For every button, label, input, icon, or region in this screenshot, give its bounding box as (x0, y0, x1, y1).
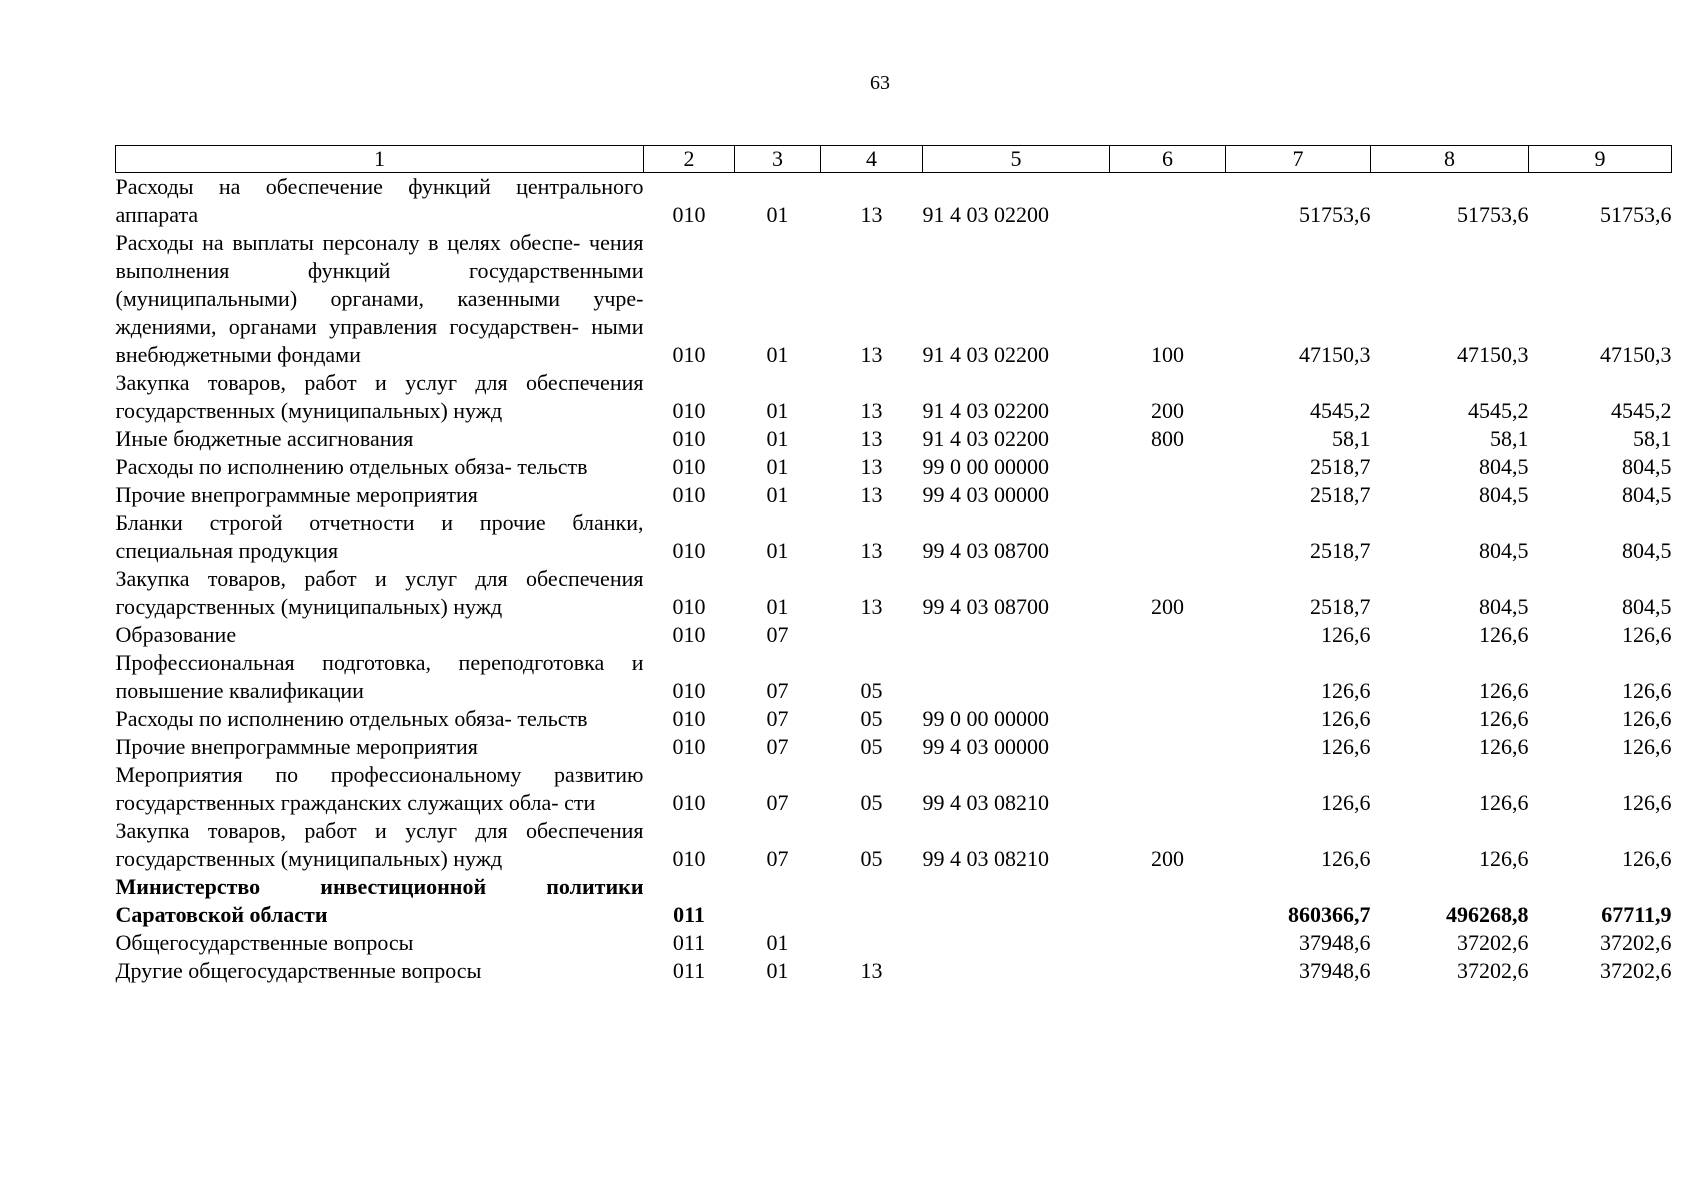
amount-col-8: 47150,3 (1457, 342, 1529, 367)
subsection-code: 05 (860, 790, 883, 815)
ministry-code: 010 (672, 454, 706, 479)
expense-type-code: 200 (1151, 846, 1184, 871)
amount-col-9: 804,5 (1622, 454, 1672, 479)
target-item-code (923, 957, 1110, 985)
table-row (116, 229, 1672, 369)
ministry-code: 010 (672, 734, 706, 759)
section-code: 01 (766, 426, 789, 451)
subsection-code: 05 (860, 706, 883, 731)
item-name: Расходы на обеспечение функций центрального аппарата (115, 174, 644, 227)
amount-col-9: 67711,9 (1601, 902, 1672, 927)
amount-col-9: 126,6 (1622, 846, 1672, 871)
amount-col-8: 804,5 (1479, 482, 1529, 507)
amount-col-7: 2518,7 (1310, 454, 1371, 479)
amount-col-8: 4545,2 (1468, 398, 1529, 423)
subsection-code: 13 (860, 398, 883, 423)
amount-col-8: 496268,8 (1446, 902, 1529, 927)
ministry-code: 011 (672, 930, 706, 955)
page-number: 63 (870, 72, 890, 94)
expense-type-code (1110, 453, 1226, 481)
amount-col-9: 4545,2 (1611, 398, 1672, 423)
header-cell: 2 (644, 146, 735, 173)
header-cell: 3 (735, 146, 821, 173)
amount-col-7: 860366,7 (1288, 902, 1371, 927)
item-name: Профессиональная подготовка, переподготовка и повышение квалификации (115, 650, 644, 703)
expense-type-code (1110, 173, 1226, 230)
section-code: 01 (766, 930, 789, 955)
amount-col-9: 126,6 (1622, 790, 1672, 815)
header-cell: 1 (116, 146, 644, 173)
amount-col-9: 804,5 (1622, 594, 1672, 619)
section-code: 07 (766, 622, 789, 647)
amount-col-8: 126,6 (1479, 622, 1529, 647)
ministry-code: 010 (672, 622, 706, 647)
amount-col-8: 804,5 (1479, 454, 1529, 479)
ministry-code: 010 (672, 846, 706, 871)
target-item-code: 99 0 00 00000 (922, 706, 1049, 731)
table-row (116, 873, 1672, 929)
subsection-code: 13 (860, 202, 883, 227)
section-code: 07 (766, 678, 789, 703)
amount-col-9: 126,6 (1622, 706, 1672, 731)
expense-type-code (1110, 705, 1226, 733)
item-name: Прочие внепрограммные мероприятия (115, 482, 478, 507)
amount-col-7: 51753,6 (1299, 202, 1371, 227)
amount-col-8: 804,5 (1479, 594, 1529, 619)
target-item-code (923, 929, 1110, 957)
ministry-code: 010 (672, 790, 706, 815)
table-row (116, 509, 1672, 565)
section-code (735, 873, 821, 929)
amount-col-8: 804,5 (1479, 538, 1529, 563)
expense-type-code (1110, 761, 1226, 817)
table-row (116, 369, 1672, 425)
amount-col-8: 126,6 (1479, 790, 1529, 815)
table-row (116, 929, 1672, 957)
section-code: 01 (766, 202, 789, 227)
item-name: Закупка товаров, работ и услуг для обеспечения государственных (муниципальных) нужд (115, 566, 644, 619)
subsection-code: 13 (860, 342, 883, 367)
item-name: Закупка товаров, работ и услуг для обеспечения государственных (муниципальных) нужд (115, 818, 644, 871)
amount-col-9: 47150,3 (1600, 342, 1672, 367)
table-row (116, 453, 1672, 481)
target-item-code: 99 4 03 00000 (922, 734, 1049, 759)
expense-type-code (1110, 481, 1226, 509)
ministry-code: 010 (672, 538, 706, 563)
header-cell: 5 (923, 146, 1110, 173)
ministry-code: 010 (672, 426, 706, 451)
table-row (116, 621, 1672, 649)
item-name: Расходы по исполнению отдельных обяза- тельств (115, 706, 588, 731)
amount-col-7: 58,1 (1332, 426, 1371, 451)
expense-type-code (1110, 621, 1226, 649)
table-row (116, 481, 1672, 509)
subsection-code: 13 (860, 538, 883, 563)
ministry-code: 010 (672, 482, 706, 507)
subsection-code: 13 (860, 426, 883, 451)
ministry-code: 010 (672, 678, 706, 703)
expense-type-code (1110, 733, 1226, 761)
amount-col-8: 126,6 (1479, 846, 1529, 871)
expense-type-code (1110, 649, 1226, 705)
table-row (116, 817, 1672, 873)
target-item-code (923, 621, 1110, 649)
amount-col-8: 51753,6 (1457, 202, 1529, 227)
subsection-code: 13 (860, 454, 883, 479)
target-item-code (923, 873, 1110, 929)
subsection-code (821, 621, 923, 649)
table-row (116, 173, 1672, 230)
expense-type-code: 800 (1151, 426, 1184, 451)
amount-col-7: 2518,7 (1310, 538, 1371, 563)
amount-col-8: 37202,6 (1457, 930, 1529, 955)
amount-col-9: 37202,6 (1600, 958, 1672, 983)
ministry-code: 010 (672, 342, 706, 367)
section-code: 07 (766, 790, 789, 815)
table-row (116, 705, 1672, 733)
target-item-code: 91 4 03 02200 (922, 426, 1049, 451)
ministry-code: 011 (672, 958, 706, 983)
amount-col-9: 126,6 (1622, 734, 1672, 759)
amount-col-8: 126,6 (1479, 706, 1529, 731)
subsection-code (821, 929, 923, 957)
table-row (116, 733, 1672, 761)
amount-col-7: 126,6 (1321, 678, 1371, 703)
subsection-code (821, 873, 923, 929)
ministry-code: 010 (672, 594, 706, 619)
target-item-code: 91 4 03 02200 (922, 398, 1049, 423)
header-cell: 8 (1371, 146, 1529, 173)
amount-col-9: 51753,6 (1600, 202, 1672, 227)
expense-type-code (1110, 957, 1226, 985)
ministry-code: 010 (672, 706, 706, 731)
header-cell: 9 (1529, 146, 1672, 173)
section-code: 01 (766, 482, 789, 507)
amount-col-7: 37948,6 (1299, 958, 1371, 983)
amount-col-8: 126,6 (1479, 678, 1529, 703)
amount-col-9: 804,5 (1622, 482, 1672, 507)
amount-col-9: 126,6 (1622, 678, 1672, 703)
table-row (116, 565, 1672, 621)
amount-col-7: 2518,7 (1310, 594, 1371, 619)
amount-col-9: 37202,6 (1600, 930, 1672, 955)
item-name: Общегосударственные вопросы (115, 930, 414, 955)
target-item-code: 99 4 03 00000 (922, 482, 1049, 507)
expense-type-code (1110, 929, 1226, 957)
amount-col-8: 58,1 (1490, 426, 1529, 451)
subsection-code: 05 (860, 846, 883, 871)
amount-col-7: 2518,7 (1310, 482, 1371, 507)
expense-type-code: 100 (1151, 342, 1184, 367)
header-cell: 4 (821, 146, 923, 173)
table-row (116, 957, 1672, 985)
ministry-code: 010 (672, 398, 706, 423)
amount-col-7: 126,6 (1321, 846, 1371, 871)
amount-col-7: 126,6 (1321, 734, 1371, 759)
expense-type-code: 200 (1151, 398, 1184, 423)
ministry-code: 010 (672, 202, 706, 227)
item-name: Иные бюджетные ассигнования (115, 426, 414, 451)
target-item-code: 91 4 03 02200 (922, 202, 1049, 227)
item-name: Расходы по исполнению отдельных обяза- тельств (115, 454, 588, 479)
table-row (116, 761, 1672, 817)
section-code: 07 (766, 734, 789, 759)
subsection-code: 13 (860, 482, 883, 507)
table-row (116, 649, 1672, 705)
amount-col-9: 804,5 (1622, 538, 1672, 563)
budget-table (115, 145, 1672, 985)
amount-col-9: 126,6 (1622, 622, 1672, 647)
item-name: Мероприятия по профессиональному развитию государственных гражданских служащих обла- сти (115, 762, 644, 815)
header-row (116, 146, 1672, 173)
section-code: 01 (766, 398, 789, 423)
section-code: 01 (766, 454, 789, 479)
amount-col-7: 126,6 (1321, 790, 1371, 815)
target-item-code: 99 0 00 00000 (922, 454, 1049, 479)
amount-col-9: 58,1 (1633, 426, 1672, 451)
subsection-code: 13 (860, 594, 883, 619)
subsection-code: 13 (860, 958, 883, 983)
target-item-code: 99 4 03 08210 (922, 790, 1049, 815)
target-item-code (923, 649, 1110, 705)
expense-type-code (1110, 873, 1226, 929)
section-code: 01 (766, 594, 789, 619)
target-item-code: 99 4 03 08210 (922, 846, 1049, 871)
amount-col-7: 126,6 (1321, 622, 1371, 647)
item-name: Прочие внепрограммные мероприятия (115, 734, 478, 759)
amount-col-7: 126,6 (1321, 706, 1371, 731)
item-name: Другие общегосударственные вопросы (115, 958, 482, 983)
section-code: 07 (766, 706, 789, 731)
subsection-code: 05 (860, 734, 883, 759)
target-item-code: 99 4 03 08700 (922, 594, 1049, 619)
expense-type-code: 200 (1151, 594, 1184, 619)
target-item-code: 99 4 03 08700 (922, 538, 1049, 563)
ministry-code: 011 (673, 902, 705, 927)
item-name: Расходы на выплаты персоналу в целях обеспе- чения выполнения функций государственными (муниципальными) органами, казенными учре- ждениями, органами управления государствен- ными внебюджетными фондами (115, 230, 644, 367)
header-cell: 7 (1226, 146, 1371, 173)
amount-col-8: 37202,6 (1457, 958, 1529, 983)
section-code: 01 (766, 958, 789, 983)
section-code: 01 (766, 342, 789, 367)
item-name: Образование (115, 622, 237, 647)
item-name: Закупка товаров, работ и услуг для обеспечения государственных (муниципальных) нужд (115, 370, 644, 423)
item-name: Министерство инвестиционной политики Саратовской области (115, 874, 644, 927)
subsection-code: 05 (860, 678, 883, 703)
amount-col-7: 4545,2 (1310, 398, 1371, 423)
amount-col-8: 126,6 (1479, 734, 1529, 759)
section-code: 07 (766, 846, 789, 871)
expense-type-code (1110, 509, 1226, 565)
amount-col-7: 37948,6 (1299, 930, 1371, 955)
target-item-code: 91 4 03 02200 (922, 342, 1049, 367)
header-cell: 6 (1110, 146, 1226, 173)
amount-col-7: 47150,3 (1299, 342, 1371, 367)
table-row (116, 425, 1672, 453)
item-name: Бланки строгой отчетности и прочие бланки, специальная продукция (115, 510, 644, 563)
section-code: 01 (766, 538, 789, 563)
